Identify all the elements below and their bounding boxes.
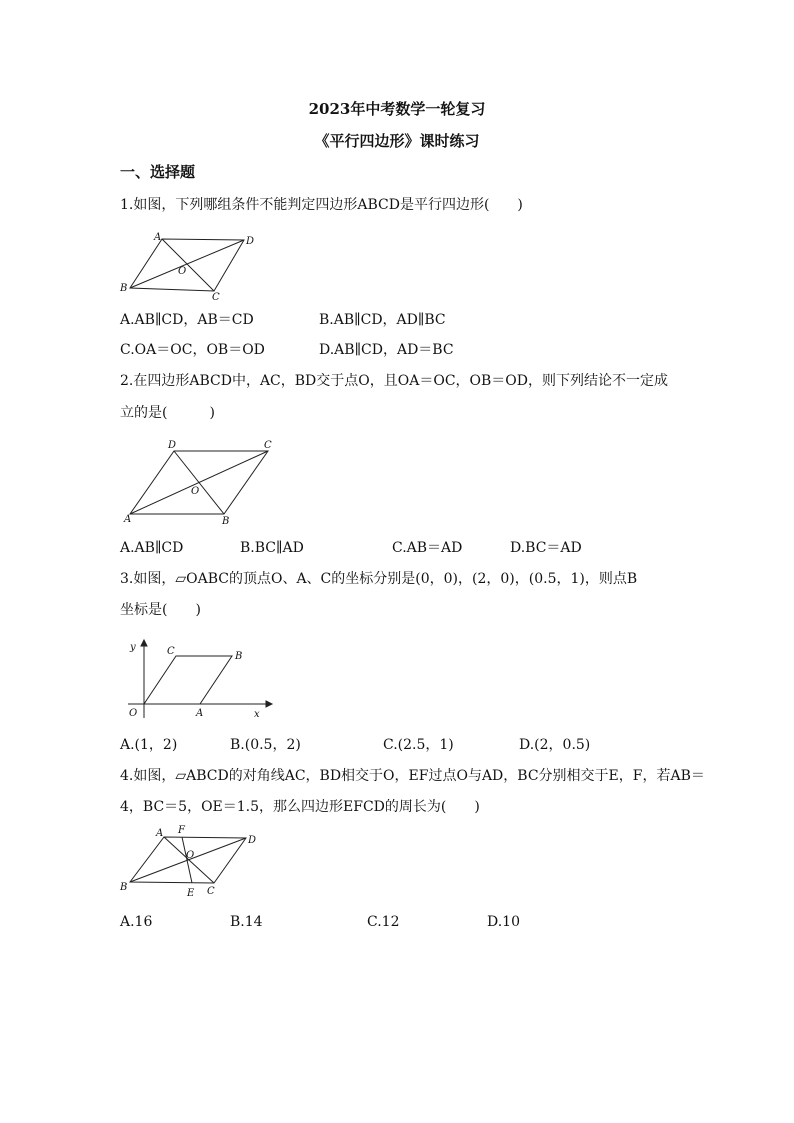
q3-label-c: C — [167, 646, 175, 657]
q4-label-d: D — [248, 835, 257, 846]
q1-option-b: B.AB∥CD，AD∥BC — [319, 312, 446, 328]
q3-label-x: x — [254, 709, 260, 720]
page-title: 2023年中考数学一轮复习 — [308, 100, 486, 118]
q2-figure — [118, 436, 283, 528]
q3-stem-line2: 坐标是( ) — [120, 602, 201, 618]
q4-label-f: F — [178, 825, 185, 836]
q2-stem-line1: 2.在四边形ABCD中，AC，BD交于点O，且OA＝OC，OB＝OD，则下列结论不一定成 — [120, 373, 669, 389]
q1-option-a: A.AB∥CD，AB＝CD — [120, 312, 254, 328]
q1-label-a: A — [154, 232, 162, 243]
q1-figure — [118, 228, 258, 303]
q3-option-d: D.(2，0.5) — [519, 737, 591, 753]
q4-option-d: D.10 — [487, 914, 520, 930]
q4-option-b: B.14 — [230, 914, 263, 930]
q1-option-d: D.AB∥CD，AD＝BC — [319, 342, 454, 358]
q1-label-c: C — [212, 292, 220, 303]
q1-label-o: O — [178, 266, 187, 277]
q3-option-c: C.(2.5，1) — [383, 737, 454, 753]
q2-label-o: O — [191, 486, 200, 497]
q3-parallelogram — [144, 656, 232, 704]
q4-label-c: C — [207, 886, 215, 897]
q1-diagonal-ac — [162, 239, 214, 291]
q3-figure — [120, 638, 280, 722]
q1-label-d: D — [246, 236, 255, 247]
q3-y-arrow — [141, 640, 147, 646]
q4-option-a: A.16 — [120, 914, 153, 930]
q2-label-c: C — [264, 440, 272, 451]
q3-label-a: A — [196, 708, 204, 719]
q3-x-arrow — [266, 701, 272, 707]
q2-option-c: C.AB＝AD — [392, 540, 463, 556]
q2-label-a: A — [124, 514, 132, 525]
q4-label-o: O — [186, 850, 195, 861]
q4-label-b: B — [120, 882, 128, 893]
q2-label-b: B — [222, 516, 230, 527]
q1-diagonal-bd — [130, 240, 244, 288]
q3-label-y: y — [130, 642, 136, 653]
q3-label-b: B — [235, 651, 243, 662]
q3-option-a: A.(1，2) — [120, 737, 178, 753]
section-heading: 一、选择题 — [120, 163, 196, 181]
q2-option-b: B.BC∥AD — [240, 540, 304, 556]
q1-stem: 1.如图，下列哪组条件不能判定四边形ABCD是平行四边形( ) — [120, 197, 523, 213]
q3-label-o: O — [129, 708, 138, 719]
q2-option-d: D.BC＝AD — [510, 540, 582, 556]
q1-option-c: C.OA＝OC，OB＝OD — [120, 342, 265, 358]
page-subtitle: 《平行四边形》课时练习 — [314, 132, 480, 150]
q3-stem-line1: 3.如图，▱OABC的顶点O、A、C的坐标分别是(0，0)，(2，0)，(0.5，1)，则点B — [120, 571, 638, 587]
q4-stem-line2: 4，BC＝5，OE＝1.5，那么四边形EFCD的周长为( ) — [120, 799, 480, 815]
q3-option-b: B.(0.5，2) — [230, 737, 301, 753]
q4-stem-line1: 4.如图，▱ABCD的对角线AC，BD相交于O，EF过点O与AD，BC分别相交于E，F，若AB＝ — [120, 768, 705, 784]
q2-option-a: A.AB∥CD — [120, 540, 184, 556]
q2-stem-line2: 立的是( ) — [120, 405, 215, 421]
q4-figure — [118, 826, 258, 902]
q4-label-a: A — [156, 828, 164, 839]
q2-label-d: D — [168, 440, 177, 451]
q4-label-e: E — [187, 888, 195, 899]
q1-label-b: B — [120, 283, 128, 294]
q4-option-c: C.12 — [367, 914, 400, 930]
q2-diagonal-bd — [174, 451, 224, 514]
